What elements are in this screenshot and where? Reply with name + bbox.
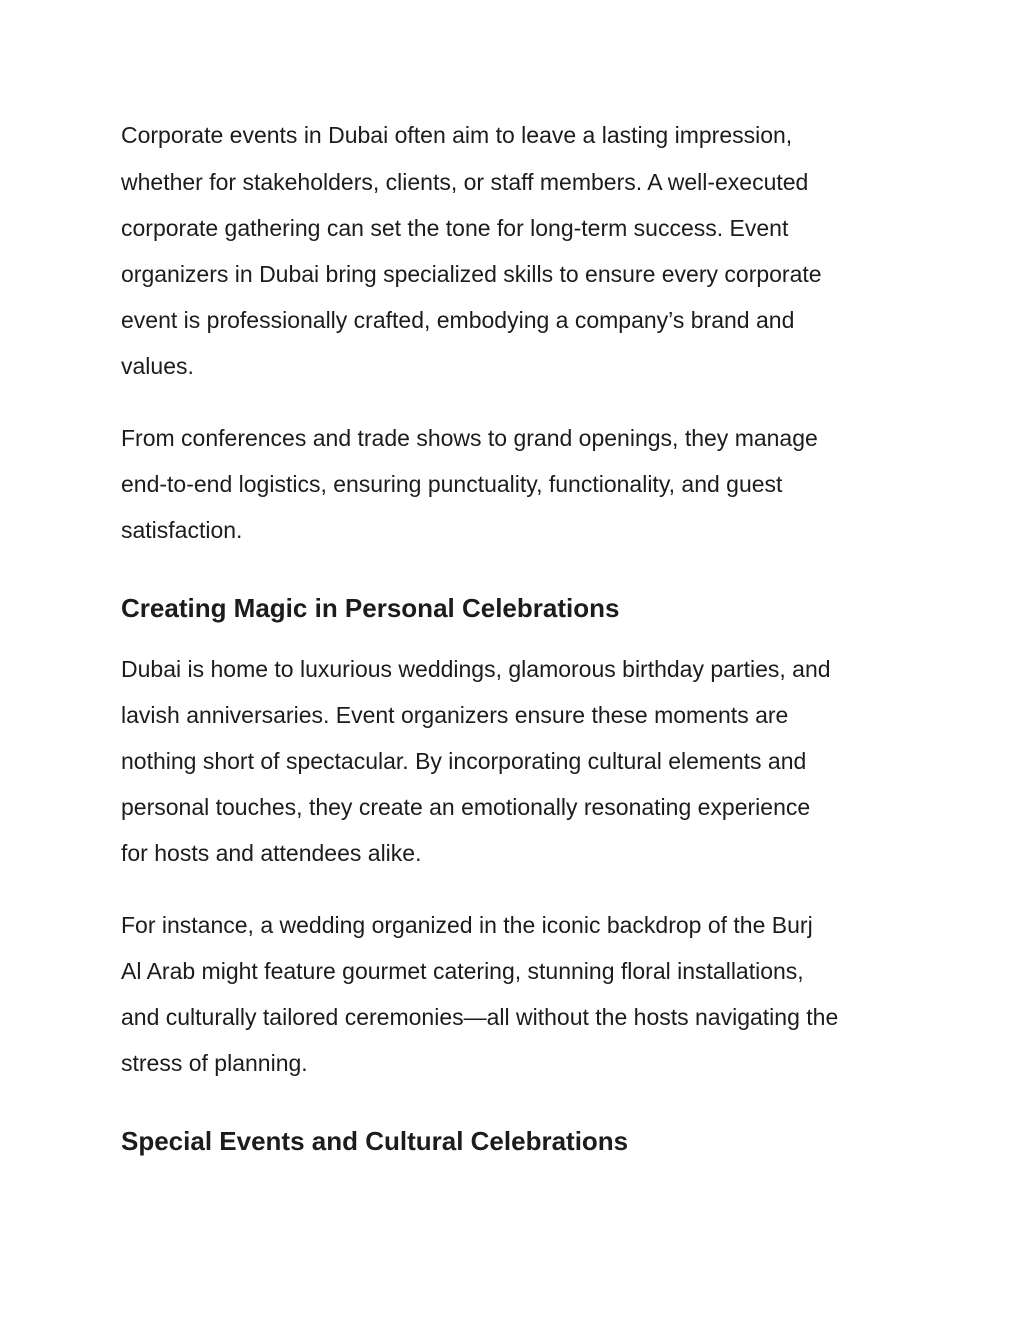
section-heading-cultural-celebrations: Special Events and Cultural Celebrations: [121, 1126, 629, 1156]
paragraph-line: organizers in Dubai bring specialized skills to ensure every corporate: [121, 261, 822, 287]
paragraph-line: satisfaction.: [121, 517, 243, 543]
section-heading-personal-celebrations: Creating Magic in Personal Celebrations: [121, 593, 620, 623]
paragraph-line: From conferences and trade shows to grand openings, they manage: [121, 425, 818, 451]
paragraph-line: corporate gathering can set the tone for long-term success. Event: [121, 215, 789, 241]
paragraph-line: lavish anniversaries. Event organizers ensure these moments are: [121, 702, 789, 728]
paragraph-line: values.: [121, 353, 194, 379]
paragraph-line: For instance, a wedding organized in the iconic backdrop of the Burj: [121, 912, 813, 938]
paragraph-line: nothing short of spectacular. By incorporating cultural elements and: [121, 748, 807, 774]
paragraph-line: Al Arab might feature gourmet catering, stunning floral installations,: [121, 958, 804, 984]
paragraph-line: Dubai is home to luxurious weddings, glamorous birthday parties, and: [121, 656, 831, 682]
paragraph-line: stress of planning.: [121, 1050, 308, 1076]
paragraph-line: event is professionally crafted, embodying a company’s brand and: [121, 307, 795, 333]
paragraph-line: for hosts and attendees alike.: [121, 840, 422, 866]
paragraph-line: end-to-end logistics, ensuring punctuality, functionality, and guest: [121, 471, 783, 497]
paragraph-line: Corporate events in Dubai often aim to leave a lasting impression,: [121, 122, 793, 148]
paragraph-line: and culturally tailored ceremonies—all without the hosts navigating the: [121, 1004, 839, 1030]
paragraph-line: whether for stakeholders, clients, or staff members. A well-executed: [121, 169, 809, 195]
paragraph-line: personal touches, they create an emotionally resonating experience: [121, 794, 811, 820]
